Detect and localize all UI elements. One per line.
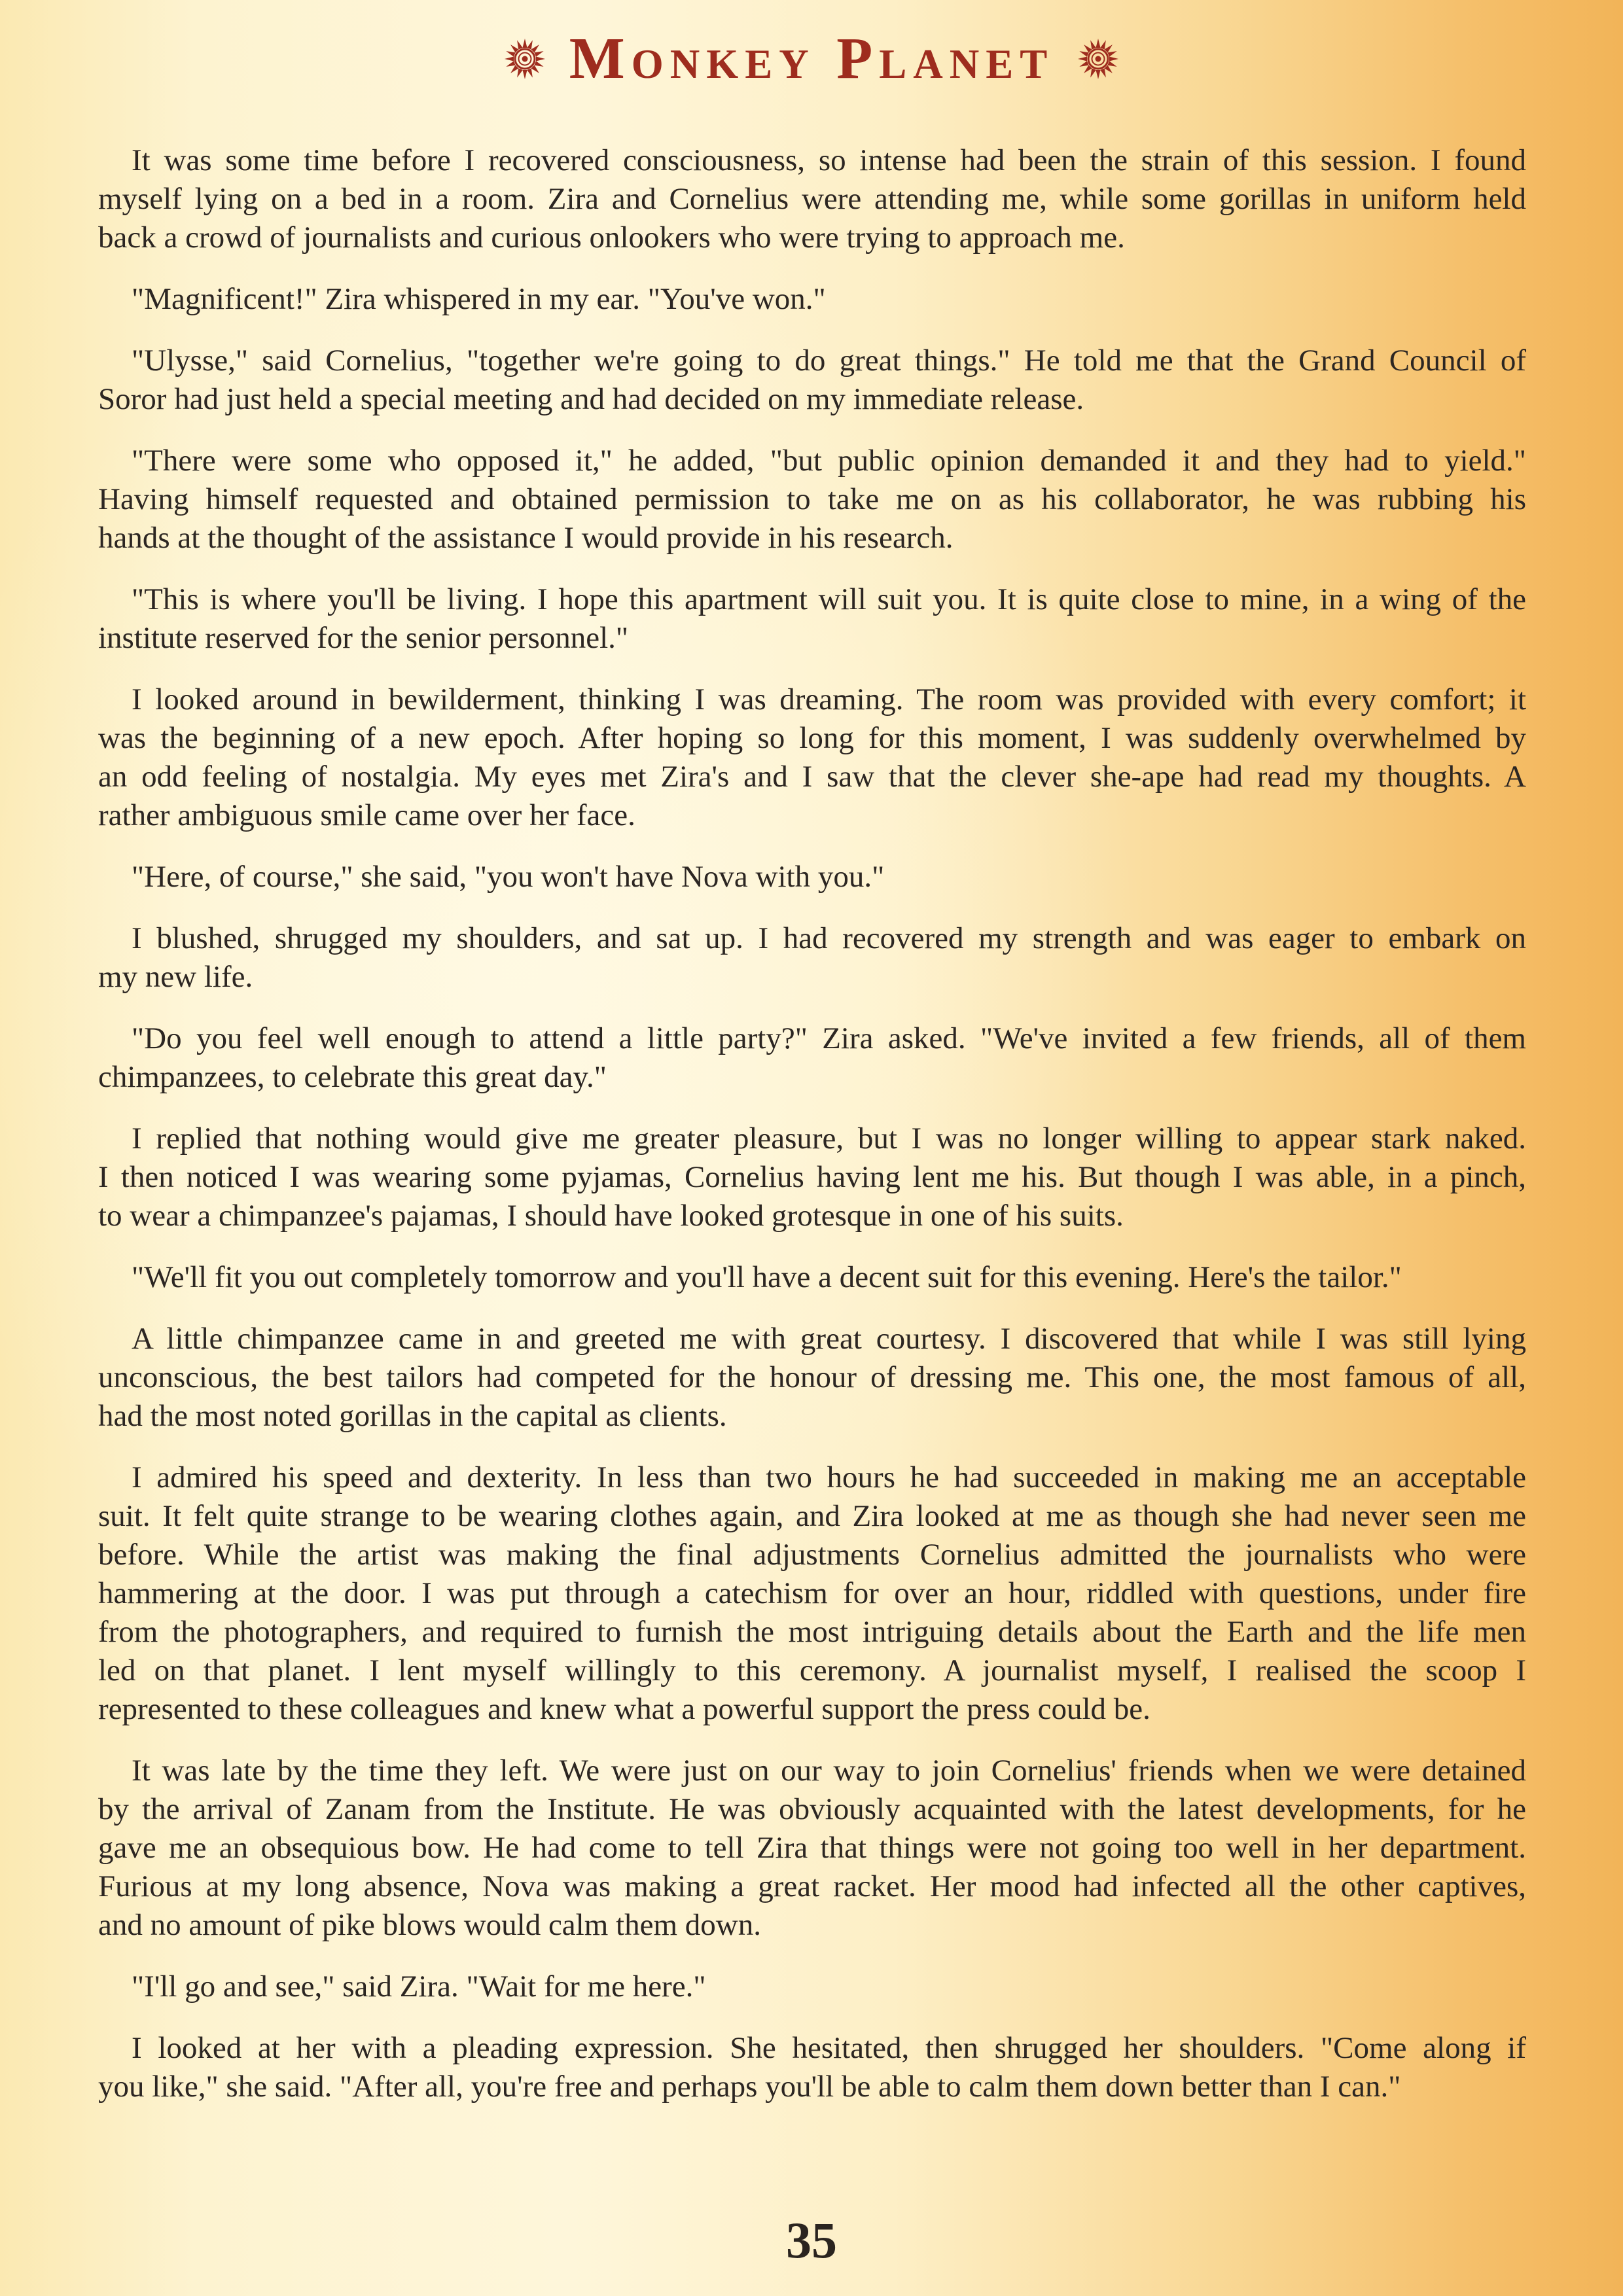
text-line: It was late by the time they left. We were just on our way to join Cornelius' friends when we were detained — [132, 1754, 1526, 1788]
text-line: I looked at her with a pleading expression. She hesitated, then shrugged her shoulders. "Come along if — [132, 2031, 1526, 2065]
text-line: before. While the artist was making the final adjustments Cornelius admitted the journalists who were — [98, 1538, 1526, 1572]
text-line: gave me an obsequious bow. He had come to tell Zira that things were not going too well in her department. — [98, 1831, 1526, 1865]
paragraph — [98, 141, 1526, 257]
text-line: unconscious, the best tailors had competed for the honour of dressing me. This one, the most famous of all, — [98, 1360, 1526, 1394]
text-line: I blushed, shrugged my shoulders, and sat up. I had recovered my strength and was eager to embark on — [132, 921, 1526, 955]
paragraph — [98, 1320, 1526, 1436]
text-line: had the most noted gorillas in the capital as clients. — [98, 1399, 727, 1433]
text-line: rather ambiguous smile came over her face. — [98, 798, 635, 832]
text-line: "We'll fit you out completely tomorrow and you'll have a decent suit for this evening. Here's the tailor." — [132, 1260, 1402, 1294]
paragraph — [98, 1752, 1526, 1945]
paragraph — [98, 580, 1526, 658]
text-line: represented to these colleagues and knew what a powerful support the press could be. — [98, 1692, 1150, 1726]
paragraph — [98, 919, 1526, 997]
text-line: "This is where you'll be living. I hope this apartment will suit you. It is quite close to mine, in a wing of the — [132, 582, 1526, 616]
text-line: institute reserved for the senior personnel." — [98, 621, 629, 655]
text-line: was the beginning of a new epoch. After hoping so long for this moment, I was suddenly overwhelmed by — [98, 721, 1526, 755]
text-line: suit. It felt quite strange to be wearing clothes again, and Zira looked at me as though she had never seen me — [98, 1499, 1526, 1533]
text-line: "There were some who opposed it," he added, "but public opinion demanded it and they had to yield." — [132, 444, 1526, 478]
text-line: I admired his speed and dexterity. In less than two hours he had succeeded in making me an acceptable — [132, 1460, 1526, 1494]
text-line: I then noticed I was wearing some pyjamas, Cornelius having lent me his. But though I was able, in a pinch, — [98, 1160, 1526, 1194]
paragraph — [98, 1019, 1526, 1097]
text-line: to wear a chimpanzee's pajamas, I should have looked grotesque in one of his suits. — [98, 1199, 1124, 1233]
text-line: hands at the thought of the assistance I would provide in his research. — [98, 521, 954, 555]
text-line: myself lying on a bed in a room. Zira and Cornelius were attending me, while some gorillas in uniform held — [98, 182, 1526, 216]
text-line: chimpanzees, to celebrate this great day." — [98, 1060, 607, 1094]
text-line: you like," she said. "After all, you're free and perhaps you'll be able to calm them down better than I can." — [98, 2070, 1401, 2104]
text-line: my new life. — [98, 960, 253, 994]
paragraph — [98, 342, 1526, 419]
text-line: "Do you feel well enough to attend a little party?" Zira asked. "We've invited a few friends, all of them — [132, 1021, 1526, 1055]
paragraph — [98, 1968, 1526, 2006]
paragraph — [98, 280, 1526, 319]
text-line: "I'll go and see," said Zira. "Wait for me here." — [132, 1969, 706, 2004]
sun-ornament-right-icon — [1077, 38, 1119, 80]
text-line: It was some time before I recovered consciousness, so intense had been the strain of this session. I found — [132, 143, 1526, 177]
text-line: I replied that nothing would give me greater pleasure, but I was no longer willing to appear stark naked. — [132, 1122, 1526, 1156]
text-line: I looked around in bewilderment, thinking I was dreaming. The room was provided with every comfort; it — [132, 682, 1526, 716]
text-line: from the photographers, and required to furnish the most intriguing details about the Earth and the life men — [98, 1615, 1526, 1649]
paragraph — [98, 858, 1526, 896]
text-line: an odd feeling of nostalgia. My eyes met Zira's and I saw that the clever she-ape had read my thoughts. A — [98, 760, 1526, 794]
paragraph — [98, 1458, 1526, 1729]
text-line: "Ulysse," said Cornelius, "together we're going to do great things." He told me that the Grand Council of — [132, 344, 1526, 378]
paragraph — [98, 680, 1526, 835]
text-line: "Here, of course," she said, "you won't have Nova with you." — [132, 860, 885, 894]
text-line: "Magnificent!" Zira whispered in my ear. "You've won." — [132, 282, 826, 316]
body-text — [98, 141, 1526, 2106]
text-line: and no amount of pike blows would calm them down. — [98, 1908, 761, 1942]
text-line: back a crowd of journalists and curious onlookers who were trying to approach me. — [98, 221, 1125, 255]
sun-ornament-left-icon — [504, 38, 546, 80]
paragraph — [98, 1120, 1526, 1235]
paragraph — [98, 2029, 1526, 2106]
text-line: hammering at the door. I was put through a catechism for over an hour, riddled with questions, under fire — [98, 1576, 1526, 1610]
running-header — [0, 26, 1623, 92]
text-line: Furious at my long absence, Nova was making a great racket. Her mood had infected all the other captives, — [98, 1869, 1526, 1903]
paragraph — [98, 1258, 1526, 1297]
paragraph — [98, 442, 1526, 557]
page-number: 35 — [786, 2212, 837, 2269]
text-line: by the arrival of Zanam from the Institute. He was obviously acquainted with the latest developments, for he — [98, 1792, 1526, 1826]
text-line: A little chimpanzee came in and greeted me with great courtesy. I discovered that while I was still lying — [132, 1322, 1526, 1356]
text-line: Soror had just held a special meeting and had decided on my immediate release. — [98, 382, 1084, 416]
book-title: Monkey Planet — [569, 26, 1054, 91]
text-line: led on that planet. I lent myself willingly to this ceremony. A journalist myself, I realised the scoop I — [98, 1653, 1526, 1687]
text-line: Having himself requested and obtained permission to take me on as his collaborator, he was rubbing his — [98, 482, 1526, 516]
